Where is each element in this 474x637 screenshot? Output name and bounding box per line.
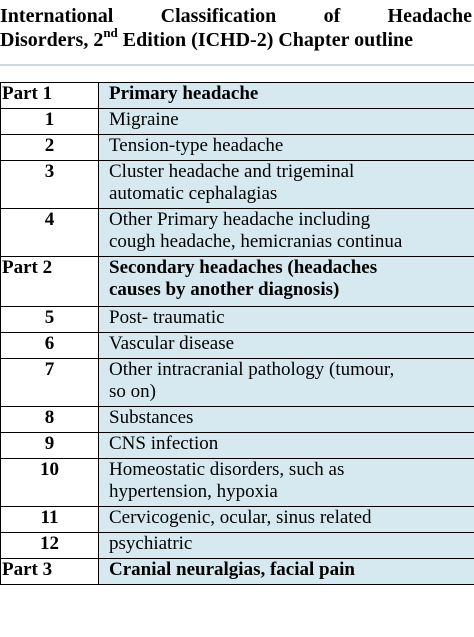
chapter-title [99, 333, 474, 359]
chapter-title-line: Homeostatic disorders, such as [109, 459, 345, 480]
chapter-number: 9 [1, 433, 99, 459]
table-row [1, 433, 474, 459]
table-row [1, 459, 474, 507]
part-row [1, 257, 474, 307]
chapter-title-line: automatic cephalagias [109, 183, 278, 204]
chapter-title-line: Primary headache [109, 83, 259, 104]
chapter-title-line: Post- traumatic [109, 307, 225, 328]
chapter-outline-body [1, 83, 474, 585]
table-row [1, 109, 474, 135]
chapter-title-line: cough headache, hemicranias continua [109, 231, 403, 252]
chapter-title-line: Tension-type headache [109, 135, 284, 156]
part-label: Part 3 [1, 559, 99, 585]
chapter-number: 4 [1, 209, 99, 257]
title-prefix: Disorders, 2 [0, 29, 104, 51]
part-title [99, 257, 474, 307]
chapter-title [99, 135, 474, 161]
title-divider [0, 64, 474, 66]
chapter-title [99, 407, 474, 433]
table-row [1, 307, 474, 333]
chapter-title-line: Cranial neuralgias, facial pain [109, 559, 355, 580]
title-suffix: Edition (ICHD-2) Chapter outline [117, 29, 414, 51]
chapter-title [99, 359, 474, 407]
chapter-title-line: CNS infection [109, 433, 219, 454]
chapter-number: 1 [1, 109, 99, 135]
chapter-number: 7 [1, 359, 99, 407]
part-label: Part 2 [1, 257, 99, 307]
table-row [1, 407, 474, 433]
chapter-number: 6 [1, 333, 99, 359]
chapter-title [99, 161, 474, 209]
part-row [1, 559, 474, 585]
chapter-title-line: Other Primary headache including [109, 209, 371, 230]
chapter-title-line: Substances [109, 407, 194, 428]
chapter-outline-table [0, 82, 474, 585]
table-title-line-2 [0, 28, 474, 52]
title-superscript: nd [103, 28, 118, 41]
chapter-title-line: hypertension, hypoxia [109, 481, 278, 502]
chapter-number: 10 [1, 459, 99, 507]
chapter-number: 2 [1, 135, 99, 161]
chapter-title-line: psychiatric [109, 533, 193, 554]
table-row [1, 209, 474, 257]
chapter-title-line: so on) [109, 381, 156, 402]
chapter-title [99, 307, 474, 333]
table-title-line-1: International Classification of Headache [0, 5, 472, 27]
chapter-title [99, 209, 474, 257]
table-row [1, 333, 474, 359]
part-title [99, 83, 474, 109]
chapter-title [99, 507, 474, 533]
chapter-title [99, 109, 474, 135]
table-row [1, 359, 474, 407]
chapter-title-line: Migraine [109, 109, 179, 130]
chapter-title-line: Cluster headache and trigeminal [109, 161, 355, 182]
chapter-title-line: causes by another diagnosis) [109, 279, 340, 300]
table-row [1, 161, 474, 209]
chapter-title-line: Cervicogenic, ocular, sinus related [109, 507, 372, 528]
chapter-title-line: Other intracranial pathology (tumour, [109, 359, 395, 380]
table-row [1, 507, 474, 533]
chapter-title [99, 533, 474, 559]
chapter-title-line: Secondary headaches (headaches [109, 257, 378, 278]
chapter-title [99, 433, 474, 459]
part-title [99, 559, 474, 585]
part-row [1, 83, 474, 109]
chapter-number: 3 [1, 161, 99, 209]
chapter-title [99, 459, 474, 507]
chapter-number: 11 [1, 507, 99, 533]
table-row [1, 533, 474, 559]
part-label: Part 1 [1, 83, 99, 109]
table-row [1, 135, 474, 161]
chapter-number: 8 [1, 407, 99, 433]
chapter-title-line: Vascular disease [109, 333, 235, 354]
chapter-number: 5 [1, 307, 99, 333]
chapter-number: 12 [1, 533, 99, 559]
table-title [0, 0, 474, 66]
